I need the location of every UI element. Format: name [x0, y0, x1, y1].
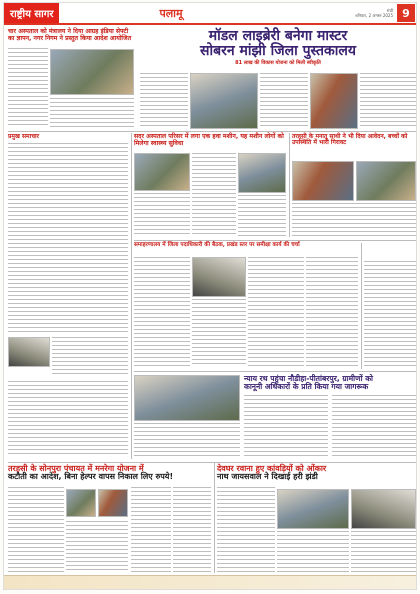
news-photo — [134, 153, 190, 191]
text-column — [292, 203, 416, 237]
section-name: पलामू — [159, 6, 183, 20]
story-lead — [140, 29, 416, 66]
news-photo — [8, 337, 50, 367]
divider — [134, 240, 416, 241]
text-column — [364, 261, 416, 367]
story-middle-left — [8, 134, 128, 140]
news-photo — [292, 161, 354, 201]
text-column — [173, 487, 211, 573]
page-number: 9 — [397, 4, 415, 22]
divider — [134, 371, 416, 372]
story-bottom-left — [8, 465, 210, 482]
story-middle-right — [292, 134, 416, 147]
news-photo — [277, 489, 349, 529]
text-column — [134, 257, 190, 367]
headline-bottom-left-1: तरहसी के सोनपुरा पंचायत में मनरेगा योजना में — [8, 464, 144, 473]
news-photo — [192, 257, 246, 297]
headline-nyay-2: कानूनी अधिकारों के प्रति किया गया जागरूक — [244, 381, 369, 391]
text-column — [217, 487, 275, 573]
headline-bottom-right-1: देवघर रवाना हुए कांवड़ियों को ओंकार — [217, 464, 327, 473]
story-top-left — [8, 29, 136, 42]
news-photo — [310, 73, 358, 129]
headline-nyay-1: न्याय रथ पहुंचा नौडीहा-पीतांबरपुर, ग्रामीणों को — [244, 374, 374, 383]
text-column — [134, 423, 240, 459]
headline-lead-1: मॉडल लाइब्रेरी बनेगा मास्टर — [208, 28, 348, 44]
text-column — [131, 487, 171, 573]
text-column — [306, 257, 358, 367]
story-bottom-right — [217, 465, 416, 482]
story-nyay — [244, 375, 416, 391]
divider — [361, 243, 362, 369]
news-photo — [351, 489, 416, 529]
news-photo — [356, 161, 416, 201]
divider — [131, 133, 132, 459]
text-column — [277, 531, 349, 573]
headline-middle-right: तरहसी के मनातू साथी ने भी दिया आवेदन, बच्चों को उपस्थिति में भारी गिरावट — [292, 133, 408, 147]
text-column — [244, 395, 328, 459]
footer-band — [4, 575, 417, 590]
text-column — [8, 48, 48, 128]
text-column — [360, 73, 416, 127]
text-column — [140, 73, 188, 127]
text-column — [134, 193, 190, 237]
text-column — [192, 299, 246, 367]
text-column — [248, 257, 304, 367]
news-photo — [98, 489, 128, 517]
newspaper-page — [3, 2, 417, 590]
dateline — [355, 8, 393, 18]
brand-name: राष्ट्रीय सागर — [4, 3, 59, 23]
story-center-band — [134, 243, 374, 249]
text-column — [351, 531, 416, 573]
news-photo — [190, 73, 258, 129]
masthead — [4, 3, 417, 25]
headline-bottom-right-2: नाथ जायसवाल ने दिखाई हरी झंडी — [217, 472, 318, 482]
headline-middle-left: प्रमुख समाचार — [8, 133, 40, 140]
news-photo — [238, 153, 286, 193]
divider — [8, 131, 416, 132]
text-column — [50, 98, 134, 128]
divider — [8, 462, 416, 463]
news-photo — [134, 375, 240, 421]
dateline-city: रांची — [386, 8, 393, 13]
text-column — [260, 73, 308, 127]
headline-center-band: समाहरणालय में जिला पदाधिकारी की बैठक, प्रखंड स्तर पर समीक्षा कार्य की चर्चा — [134, 242, 300, 248]
text-column — [238, 195, 286, 237]
story-middle-center — [134, 134, 284, 147]
text-column — [52, 337, 128, 377]
headline-lead-2: सोबरन मांझी जिला पुस्तकालय — [200, 42, 356, 59]
headline-middle-center: सदर अस्पताल परिसर में लगा एक हवा मशीन, यह मशीन लोगों को मिलेगा स्वास्थ्य सुविधा — [134, 133, 284, 147]
news-photo — [66, 489, 96, 517]
headline-top-left: चार अस्पताल को मंत्रालय ने दिया आग्रह इंडिया सेफ्टी का ज्ञापन, नगर निगम ने प्रस्तुत किया आदेश आयोजित — [8, 28, 132, 42]
news-photo — [50, 49, 134, 95]
text-column — [192, 153, 236, 237]
text-column — [8, 143, 128, 333]
text-column — [8, 381, 128, 457]
text-column — [8, 487, 64, 573]
divider — [214, 463, 215, 573]
headline-bottom-left-2: कटौती का आदेश, बिना हेल्पर वापस निकाल लिए रुपये! — [8, 472, 174, 482]
dateline-date: शनिवार, 2 अगस्त 2025 — [355, 13, 393, 18]
divider — [289, 133, 290, 237]
text-column — [332, 395, 416, 459]
subhead-lead: 81 लाख की विकास योजना को मिली स्वीकृति — [235, 60, 321, 67]
text-column — [66, 521, 128, 573]
